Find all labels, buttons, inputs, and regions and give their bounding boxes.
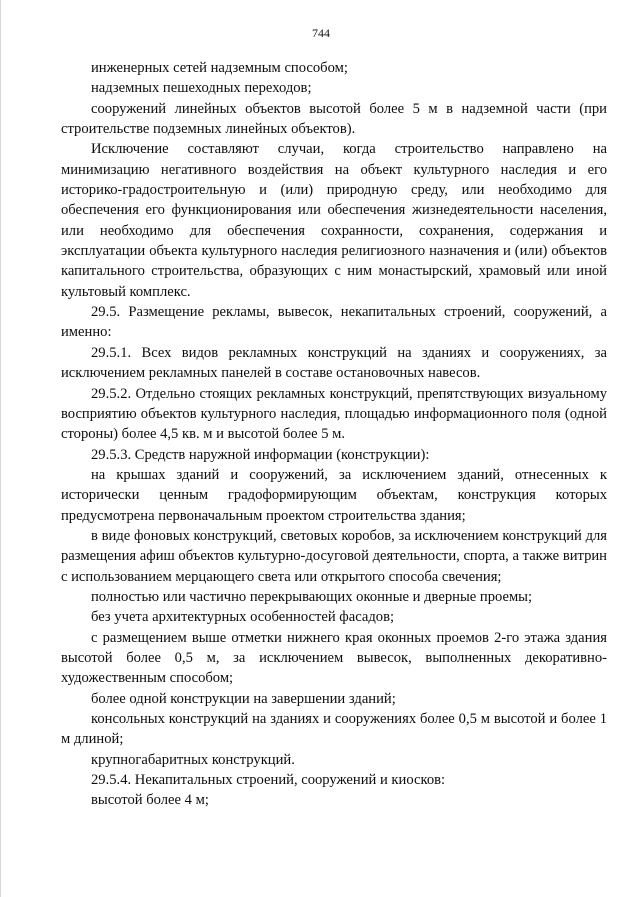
paragraph: на крышах зданий и сооружений, за исключением зданий, отнесенных к исторически ценным градоформирующим объектам, конструкция которых предусмотрена первоначальным проектом строительства здания; — [61, 466, 607, 524]
paragraph: более одной конструкции на завершении зданий; — [91, 690, 396, 707]
paragraph: высотой более 4 м; — [91, 792, 209, 809]
paragraph: 29.5.2. Отдельно стоящих рекламных конструкций, препятствующих визуальному восприятию объектов культурного наследия, площадью информационного поля (одной стороны) более 4,5 кв. м и высотой более 5 м. — [61, 385, 607, 443]
paragraph: 29.5.3. Средств наружной информации (конструкции): — [91, 446, 430, 463]
paragraph: 29.5.4. Некапитальных строений, сооружений и киосков: — [91, 772, 446, 789]
paragraph: 29.5. Размещение рекламы, вывесок, некапитальных строений, сооружений, а именно: — [61, 304, 607, 341]
paragraph: крупногабаритных конструкций. — [91, 751, 295, 768]
paragraph: 29.5.1. Всех видов рекламных конструкций на зданиях и сооружениях, за исключением рекламных панелей в составе остановочных навесов. — [61, 344, 607, 382]
paragraph: надземных пешеходных переходов; — [91, 80, 312, 97]
paragraph: инженерных сетей надземным способом; — [91, 60, 348, 76]
paragraph: в виде фоновых конструкций, световых коробов, за исключением конструкций для размещения афиш объектов культурно-досуговой деятельности, спорта, а также витрин с использованием мерцающего света или открытого способа свечения; — [61, 527, 607, 585]
page-number: 744 — [312, 26, 330, 40]
paragraph: консольных конструкций на зданиях и сооружениях более 0,5 м высотой и более 1 м длиной; — [61, 711, 607, 748]
paragraph: Исключение составляют случаи, когда строительство направлено на минимизацию негативного воздействия на объект культурного наследия и его историко-градостроительную и (или) природную среду, или необходимо для обеспечения его функционирования или обеспечения жизнедеятельности населения, или необходимо для обеспечения сохранности, сохранения, содержания и эксплуатации объекта культурного наследия религиозного назначения и (или) объектов капитального строительства, образующих с ним монастырский, храмовый или иной культовый комплекс. — [61, 141, 607, 300]
document-body — [61, 58, 607, 811]
paragraph: сооружений линейных объектов высотой более 5 м в надземной части (при строительстве подземных линейных объектов). — [61, 100, 607, 138]
paragraph: с размещением выше отметки нижнего края оконных проемов 2-го этажа здания высотой более 0,5 м, за исключением вывесок, выполненных декоративно-художественным способом; — [61, 629, 607, 687]
paragraph: полностью или частично перекрывающих оконные и дверные проемы; — [91, 588, 533, 605]
paragraph: без учета архитектурных особенностей фасадов; — [91, 609, 395, 626]
